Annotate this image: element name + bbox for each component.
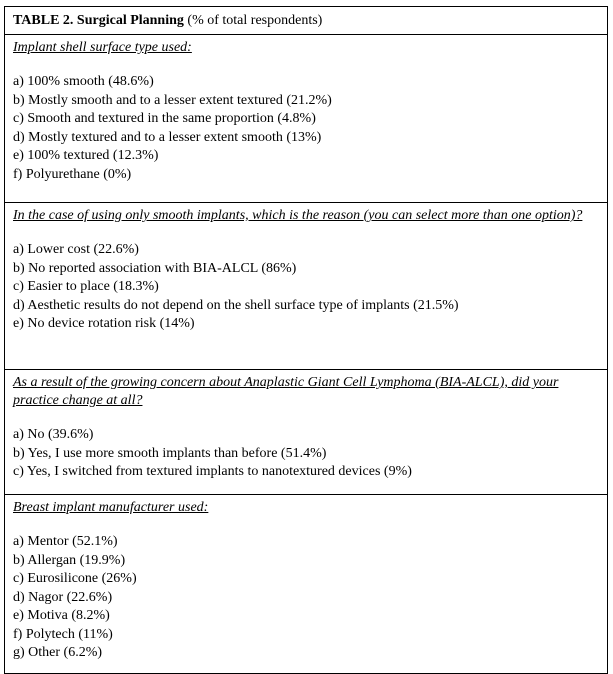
section-options: [13, 533, 599, 663]
survey-table: [4, 6, 608, 674]
section-practice-change: [5, 374, 607, 495]
option-item: f) Polyurethane (0%): [13, 166, 132, 182]
table-label: TABLE 2. Surgical Planning: [13, 13, 184, 28]
section-smooth-reason: [5, 207, 607, 370]
option-item: b) No reported association with BIA-ALCL (86%): [13, 260, 297, 276]
option-item: a) 100% smooth (48.6%): [13, 74, 154, 89]
option-item: b) Mostly smooth and to a lesser extent textured (21.2%): [13, 92, 332, 108]
option-item: d) Nagor (22.6%): [13, 589, 113, 605]
section-options: [13, 426, 599, 482]
section-options: [13, 241, 599, 334]
option-item: d) Aesthetic results do not depend on the shell surface type of implants (21.5%): [13, 297, 459, 313]
option-item: e) Motiva (8.2%): [13, 608, 110, 623]
option-item: g) Other (6.2%): [13, 645, 103, 660]
section-question: As a result of the growing concern about Anaplastic Giant Cell Lymphoma (BIA-ALCL), did your practice change at all?: [13, 375, 559, 408]
section-shell-surface: [5, 39, 607, 203]
option-item: d) Mostly textured and to a lesser extent smooth (13%): [13, 129, 322, 145]
option-item: f) Polytech (11%): [13, 626, 113, 642]
option-item: e) No device rotation risk (14%): [13, 316, 195, 331]
option-item: c) Smooth and textured in the same proportion (4.8%): [13, 111, 316, 126]
section-question: In the case of using only smooth implants, which is the reason (you can select more than one option)?: [13, 208, 583, 223]
option-item: a) No (39.6%): [13, 427, 94, 442]
table-title: [5, 7, 607, 35]
section-question: Implant shell surface type used:: [13, 40, 192, 55]
option-item: a) Lower cost (22.6%): [13, 242, 139, 257]
option-item: c) Easier to place (18.3%): [13, 279, 159, 294]
option-item: c) Yes, I switched from textured implants to nanotextured devices (9%): [13, 464, 412, 479]
section-question: Breast implant manufacturer used:: [13, 500, 209, 515]
option-item: b) Yes, I use more smooth implants than before (51.4%): [13, 445, 327, 461]
option-item: e) 100% textured (12.3%): [13, 148, 159, 163]
section-options: [13, 73, 599, 184]
option-item: c) Eurosilicone (26%): [13, 571, 137, 586]
section-manufacturer: [5, 499, 607, 674]
table-subtitle: (% of total respondents): [183, 13, 323, 28]
option-item: a) Mentor (52.1%): [13, 534, 118, 549]
option-item: b) Allergan (19.9%): [13, 552, 126, 568]
